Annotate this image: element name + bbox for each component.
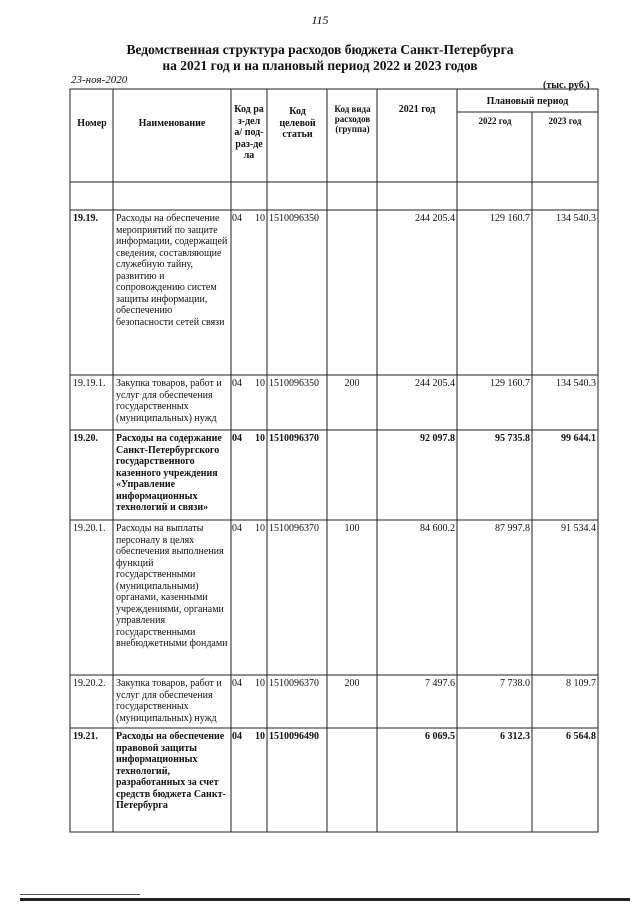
header-target: Код целевой статьи bbox=[279, 106, 316, 140]
row-number: 19.19. bbox=[73, 213, 98, 224]
row-number: 19.19.1. bbox=[73, 378, 106, 389]
title-line-2: на 2021 год и на плановый период 2022 и 2023 годов bbox=[162, 58, 478, 73]
row-type: 100 bbox=[344, 523, 360, 534]
row-name: Закупка товаров, работ и услуг для обеспечения государственных (муниципальных) нужд bbox=[116, 678, 222, 724]
row-2022: 129 160.7 bbox=[490, 378, 530, 389]
row-target: 1510096350 bbox=[269, 213, 319, 224]
row-number: 19.20.2. bbox=[73, 678, 106, 689]
row-section: 04 bbox=[232, 731, 242, 742]
row-2022: 7 738.0 bbox=[500, 678, 530, 689]
row-2022: 6 312.3 bbox=[500, 731, 530, 742]
header-2023: 2023 год bbox=[548, 116, 582, 126]
row-2021: 7 497.6 bbox=[425, 678, 455, 689]
row-2023: 8 109.7 bbox=[566, 678, 596, 689]
row-section: 04 bbox=[232, 433, 242, 444]
row-2023: 134 540.3 bbox=[556, 213, 596, 224]
row-subsection: 10 bbox=[255, 433, 265, 444]
row-number: 19.20.1. bbox=[73, 523, 106, 534]
row-section: 04 bbox=[232, 523, 242, 534]
row-2021: 244 205.4 bbox=[415, 378, 455, 389]
row-section: 04 bbox=[232, 378, 242, 389]
row-target: 1510096370 bbox=[269, 523, 319, 534]
row-target: 1510096490 bbox=[269, 731, 319, 742]
row-subsection: 10 bbox=[255, 678, 265, 689]
row-type: 200 bbox=[344, 378, 360, 389]
row-2023: 6 564.8 bbox=[566, 731, 596, 742]
footer-scan-line bbox=[20, 898, 630, 901]
row-subsection: 10 bbox=[255, 731, 265, 742]
row-target: 1510096370 bbox=[269, 678, 319, 689]
header-expense-type: Код вида расходов (группа) bbox=[334, 104, 371, 134]
row-name: Расходы на обеспечение мероприятий по защите информации, содержащей сведения, составляющие служебную тайну, развитию и сопровождению систем защиты информации, обеспечению безопасности сетей связи bbox=[116, 213, 228, 328]
row-section: 04 bbox=[232, 678, 242, 689]
row-2021: 84 600.2 bbox=[420, 523, 455, 534]
row-2023: 99 644.1 bbox=[561, 433, 596, 444]
row-number: 19.21. bbox=[73, 731, 98, 742]
row-subsection: 10 bbox=[255, 213, 265, 224]
header-section: Код раз-дела/ под-раз-дела bbox=[234, 104, 264, 161]
row-type: 200 bbox=[344, 678, 360, 689]
footer-scan-line-short bbox=[20, 894, 140, 895]
row-section: 04 bbox=[232, 213, 242, 224]
header-name: Наименование bbox=[138, 118, 206, 129]
row-2022: 95 735.8 bbox=[495, 433, 530, 444]
row-2022: 129 160.7 bbox=[490, 213, 530, 224]
row-2021: 6 069.5 bbox=[425, 731, 455, 742]
document-date: 23-ноя-2020 bbox=[71, 74, 128, 86]
row-number: 19.20. bbox=[73, 433, 98, 444]
units-label: (тыс. руб.) bbox=[543, 80, 590, 91]
header-2022: 2022 год bbox=[478, 116, 512, 126]
row-subsection: 10 bbox=[255, 378, 265, 389]
row-2021: 244 205.4 bbox=[415, 213, 455, 224]
row-2021: 92 097.8 bbox=[420, 433, 455, 444]
row-name: Расходы на содержание Санкт-Петербургского государственного казенного учреждения «Управление информационных технологий и связи» bbox=[116, 433, 222, 513]
row-name: Расходы на выплаты персоналу в целях обеспечения выполнения функций государственными (муниципальными) органами, казенными учреждениями, органами управления государственными внебюджетными фондами bbox=[116, 523, 228, 649]
row-target: 1510096370 bbox=[269, 433, 319, 444]
header-planned-period: Плановый период bbox=[486, 96, 569, 107]
row-name: Закупка товаров, работ и услуг для обеспечения государственных (муниципальных) нужд bbox=[116, 378, 222, 424]
title-line-1: Ведомственная структура расходов бюджета Санкт-Петербурга bbox=[126, 42, 514, 57]
row-2023: 134 540.3 bbox=[556, 378, 596, 389]
row-target: 1510096350 bbox=[269, 378, 319, 389]
header-2021: 2021 год bbox=[398, 104, 436, 115]
header-number: Номер bbox=[77, 118, 107, 129]
page-number: 115 bbox=[311, 13, 329, 27]
row-subsection: 10 bbox=[255, 523, 265, 534]
row-2022: 87 997.8 bbox=[495, 523, 530, 534]
row-2023: 91 534.4 bbox=[561, 523, 596, 534]
row-name: Расходы на обеспечение правовой защиты информационных технологий, разработанных за счет средств бюджета Санкт-Петербурга bbox=[116, 731, 226, 811]
